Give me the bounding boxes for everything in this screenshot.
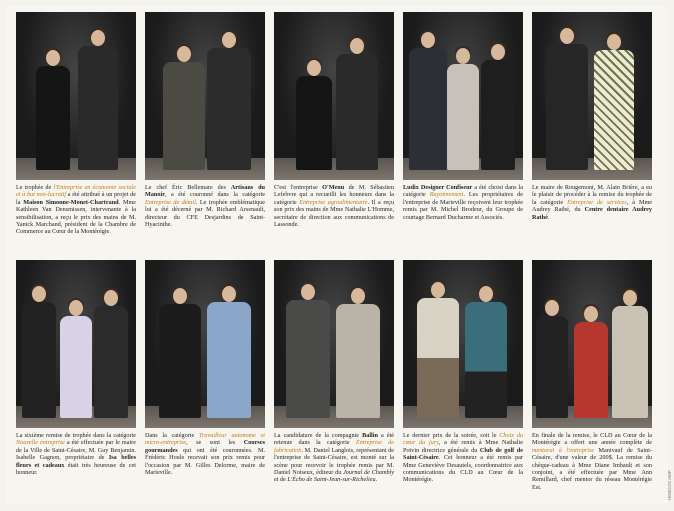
award-caption-7 (145, 432, 265, 476)
award-caption-1 (16, 184, 136, 236)
award-photo-2 (145, 12, 265, 180)
award-caption-10 (532, 432, 652, 491)
award-photo-7 (145, 260, 265, 428)
caption-segment: Manivauf de Saint-Césaire, d'une valeur de 200$. La remise du chèque-cadeau à Mme Diane Imbault et son conjoint, a été effectuée par Mme Ann Remillard, chef mentor du réseau Montérégie Est. (532, 446, 652, 491)
caption-segment: . Mme Kathleen Van Densmissen, intervenante à la sensibilisation, a reçu le prix des mains de M. Yanick Marchand, président de la Chambre de Commerce au Cœur de la Montérégie. (16, 198, 137, 236)
caption-segment: Rayonnement (429, 191, 464, 199)
caption-segment: . Le trophée emblématique lui a été décerné par M. Richard Arsenault, directeur du CFE Desjardins de Saint-Hyacinthe. (145, 198, 265, 229)
award-photo-3 (274, 12, 394, 180)
caption-segment: mentorat à l'entreprise (532, 446, 595, 454)
caption-segment: Dans la catégorie (145, 432, 199, 439)
award-photo-6 (16, 260, 136, 428)
caption-segment: était très heureuse de cet honneur. (16, 461, 137, 477)
caption-segment: . Les propriétaires de l'entreprise de Marieville reçoivent leur trophée remis par M. Michel Brodeur, du Groupe de courtage Bernard Ducharme et Associés. (403, 191, 523, 221)
award-photo-1 (16, 12, 136, 180)
caption-segment: , a été remis à Mme Nathalie Potvin directrice générale du (403, 439, 523, 454)
caption-segment: Ludix Designer Confiseur (403, 184, 473, 191)
caption-segment: . (375, 476, 378, 484)
caption-segment: , à Mme Audrey Rathé, du (532, 198, 652, 214)
photo-credit: HEBDOS AMP (667, 470, 672, 500)
award-caption-9 (403, 432, 523, 484)
caption-segment: En finale de la remise, le CLD au Cœur de la Montérégie a offert une année complète de (532, 432, 652, 447)
caption-segment: Entreprise agroalimentaire (299, 198, 368, 206)
caption-segment: et de (274, 476, 288, 484)
caption-segment: a été effectuée par le maire de la Ville de Saint-Césaire, M. Guy Benjamin. Isabelle Gagnon, propriétaire de (16, 439, 136, 462)
caption-segment: La candidature de la compagnie (274, 432, 363, 439)
caption-segment: Le trophée de (16, 184, 54, 191)
caption-segment: Centre dentaire Audrey Rathé (532, 206, 652, 221)
award-photo-8 (274, 260, 394, 428)
newspaper-page (6, 6, 668, 505)
caption-segment: La sixième remise de trophée dans la catégorie (16, 432, 136, 439)
caption-segment: C'est l'entreprise (274, 184, 323, 191)
caption-segment: Artisans du Manoir (145, 184, 265, 199)
caption-segment: Le dernier prix de la soirée, soit le (403, 432, 500, 439)
caption-segment: de M. Sébastien Lefebvre qui a recueilli les honneurs dans la catégorie (274, 184, 394, 206)
caption-segment: Club de golf de Saint-Césaire (403, 446, 523, 462)
award-caption-4 (403, 184, 523, 221)
caption-segment: Entreprise de détail (145, 198, 196, 206)
caption-segment: L'Écho de Saint-Jean-sur-Richelieu (287, 476, 376, 484)
caption-segment: . (547, 213, 550, 221)
caption-segment: , se sont les (186, 439, 244, 447)
caption-segment: a été attribué à un projet de la (16, 191, 137, 206)
caption-segment: l'Entreprise en économie sociale et à but non-lucratif (16, 184, 136, 199)
caption-segment: O'Menu (322, 184, 345, 191)
caption-segment: Isa belles fleurs et cadeaux (16, 454, 136, 469)
award-caption-8 (274, 432, 394, 484)
award-photo-5 (532, 12, 652, 180)
award-photo-9 (403, 260, 523, 428)
caption-segment: Courses gourmandes (145, 439, 265, 454)
caption-segment: Choix du cœur du jury (403, 432, 524, 447)
caption-segment: Maison Simonne-Monet-Chartrand (23, 198, 119, 206)
caption-segment: Travailleur autonome et micro-entreprise (145, 432, 266, 447)
caption-segment: Journal de Chambly (343, 469, 395, 477)
caption-segment: Entreprise de services (567, 198, 627, 206)
caption-segment: . Il a reçu son prix des mains de Mme Nathalie L'Homme, secrétaire de direction aux communications de Lassonde. (274, 198, 394, 229)
award-caption-5 (532, 184, 652, 221)
caption-segment: . Cet honneur a été remis par Mme Geneviève Desautels, coordonnatrice aux communications du CLD au Cœur de la Montérégie. (403, 454, 523, 484)
award-caption-2 (145, 184, 265, 228)
caption-segment: Entreprise de fabrication (274, 439, 395, 454)
caption-segment: Ballin (362, 432, 378, 439)
award-caption-6 (16, 432, 136, 476)
caption-segment: . M. Daniel Langlois, représentant de l'entreprise de Saint-Césaire, est monté sur la scène pour recevoir le trophée remis par M. Daniel Noiseux, éditeur du (274, 446, 394, 477)
award-photo-4 (403, 12, 523, 180)
award-photo-10 (532, 260, 652, 428)
caption-segment: qui ont été couronnées. M. Frédéric Houle recevait son prix remis pour l'occasion par M. Gilles Delorme, maire de Marieville. (145, 446, 265, 477)
caption-segment: , a été couronné dans la catégorie (164, 191, 265, 199)
caption-segment: Le chef Éric Bellemare des (145, 184, 231, 191)
caption-segment: Le maire de Rougemont, M. Alain Brière, a eu le plaisir de procéder à la remise du trophée de la catégorie (532, 184, 652, 206)
award-caption-3 (274, 184, 394, 228)
caption-segment: a été retenue dans la catégorie (274, 432, 394, 447)
caption-segment: Nouvelle entreprise (16, 439, 65, 447)
caption-segment: a été choisi dans la catégorie (403, 184, 523, 199)
